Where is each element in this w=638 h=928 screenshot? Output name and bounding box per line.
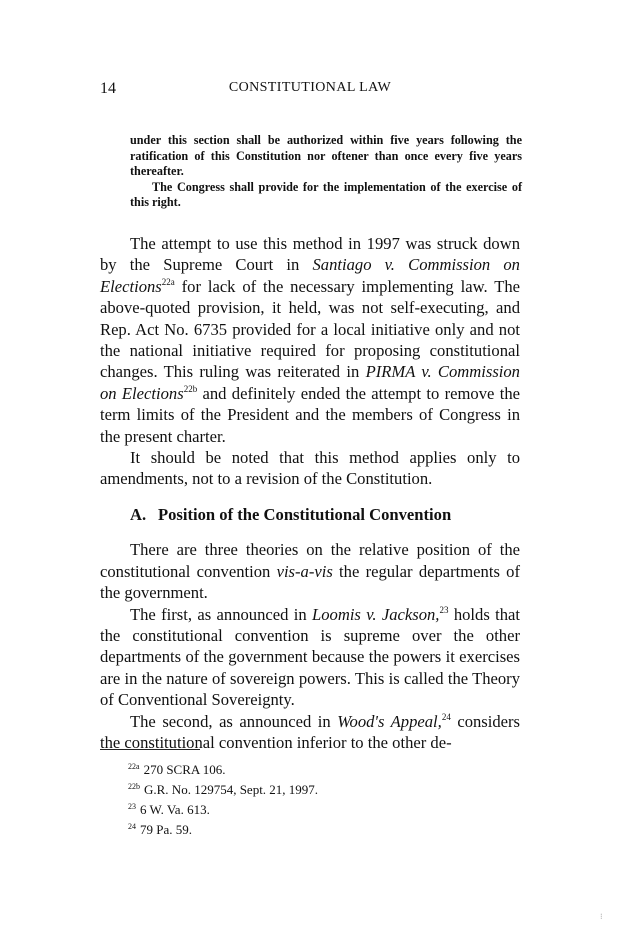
footnote-ref: 23 xyxy=(439,604,449,615)
text-run: and definitely ended the attempt to remove the term limits of the President and the members of Congress in the present charter. xyxy=(100,383,520,446)
paragraph xyxy=(100,539,520,603)
text-run: The first, as announced in xyxy=(130,604,313,624)
text-run: There are three theories on the relative position of the constitutional convention xyxy=(100,540,520,581)
quote-paragraph: under this section shall be authorized within five years following the ratification of this Constitution nor oftener than once every five years thereafter. xyxy=(130,133,522,178)
footnote-rule xyxy=(100,749,200,750)
footnote-text: G.R. No. 129754, Sept. 21, 1997. xyxy=(144,782,319,797)
text-run: The attempt to use this method in 1997 was struck down by the Supreme Court in xyxy=(100,234,520,275)
paragraph: It should be noted that this method applies only to amendments, not to a revision of the Constitution. xyxy=(100,448,520,489)
footnote-ref: 24 xyxy=(441,711,451,722)
section-heading xyxy=(130,504,520,525)
emphasis: vis-a-vis xyxy=(276,561,333,581)
footnote-mark: 24 xyxy=(128,822,136,831)
running-title: CONSTITUTIONAL LAW xyxy=(228,80,392,95)
footnotes xyxy=(128,758,318,838)
page-number: 14 xyxy=(100,80,116,97)
text-run: considers the constitutional convention inferior to the other de- xyxy=(100,711,521,752)
footnote xyxy=(128,758,318,778)
scan-edge-mark: ⁝ xyxy=(600,912,603,921)
footnote-mark: 22b xyxy=(128,782,140,791)
footnote-ref: 22b xyxy=(183,383,198,394)
paragraph xyxy=(100,604,520,711)
footnote-ref: 22a xyxy=(161,276,175,287)
case-citation: PIRMA v. Commission on Elections xyxy=(100,362,520,403)
paragraph xyxy=(100,233,520,447)
case-citation: Loomis v. Jackson, xyxy=(312,604,440,624)
footnote xyxy=(128,818,318,838)
footnote-text: 6 W. Va. 613. xyxy=(140,802,210,817)
section-letter: A. xyxy=(130,504,147,524)
block-quote xyxy=(130,133,522,211)
footnote-mark: 23 xyxy=(128,802,136,811)
footnote-text: 79 Pa. 59. xyxy=(140,822,192,837)
quote-paragraph: The Congress shall provide for the implementation of the exercise of this right. xyxy=(130,179,522,209)
text-run: for lack of the necessary implementing law. The above-quoted provision, it held, was not self-executing, and Rep. Act No. 6735 provided for a local initiative only and not the national initiative required for proposing constitutional changes. This ruling was reiterated in xyxy=(100,276,520,382)
case-citation: Santiago v. Commission on Elections xyxy=(100,255,520,296)
case-citation: Wood's Appeal, xyxy=(337,711,442,731)
footnote xyxy=(128,798,318,818)
footnote xyxy=(128,778,318,798)
text-run: the regular departments of the government. xyxy=(100,561,520,603)
body-text xyxy=(100,233,520,753)
section-title: Position of the Constitutional Convention xyxy=(158,504,452,524)
footnote-mark: 22a xyxy=(128,762,140,771)
page-header xyxy=(100,80,520,102)
text-run: holds that the constitutional convention is supreme over the other departments of the government because the powers it exercises are in the nature of sovereign powers. This is called the Theory of Conventional Sovereignty. xyxy=(100,604,521,710)
footnote-text: 270 SCRA 106. xyxy=(143,762,226,777)
paragraph xyxy=(100,711,520,754)
text-run: The second, as announced in xyxy=(130,711,338,731)
